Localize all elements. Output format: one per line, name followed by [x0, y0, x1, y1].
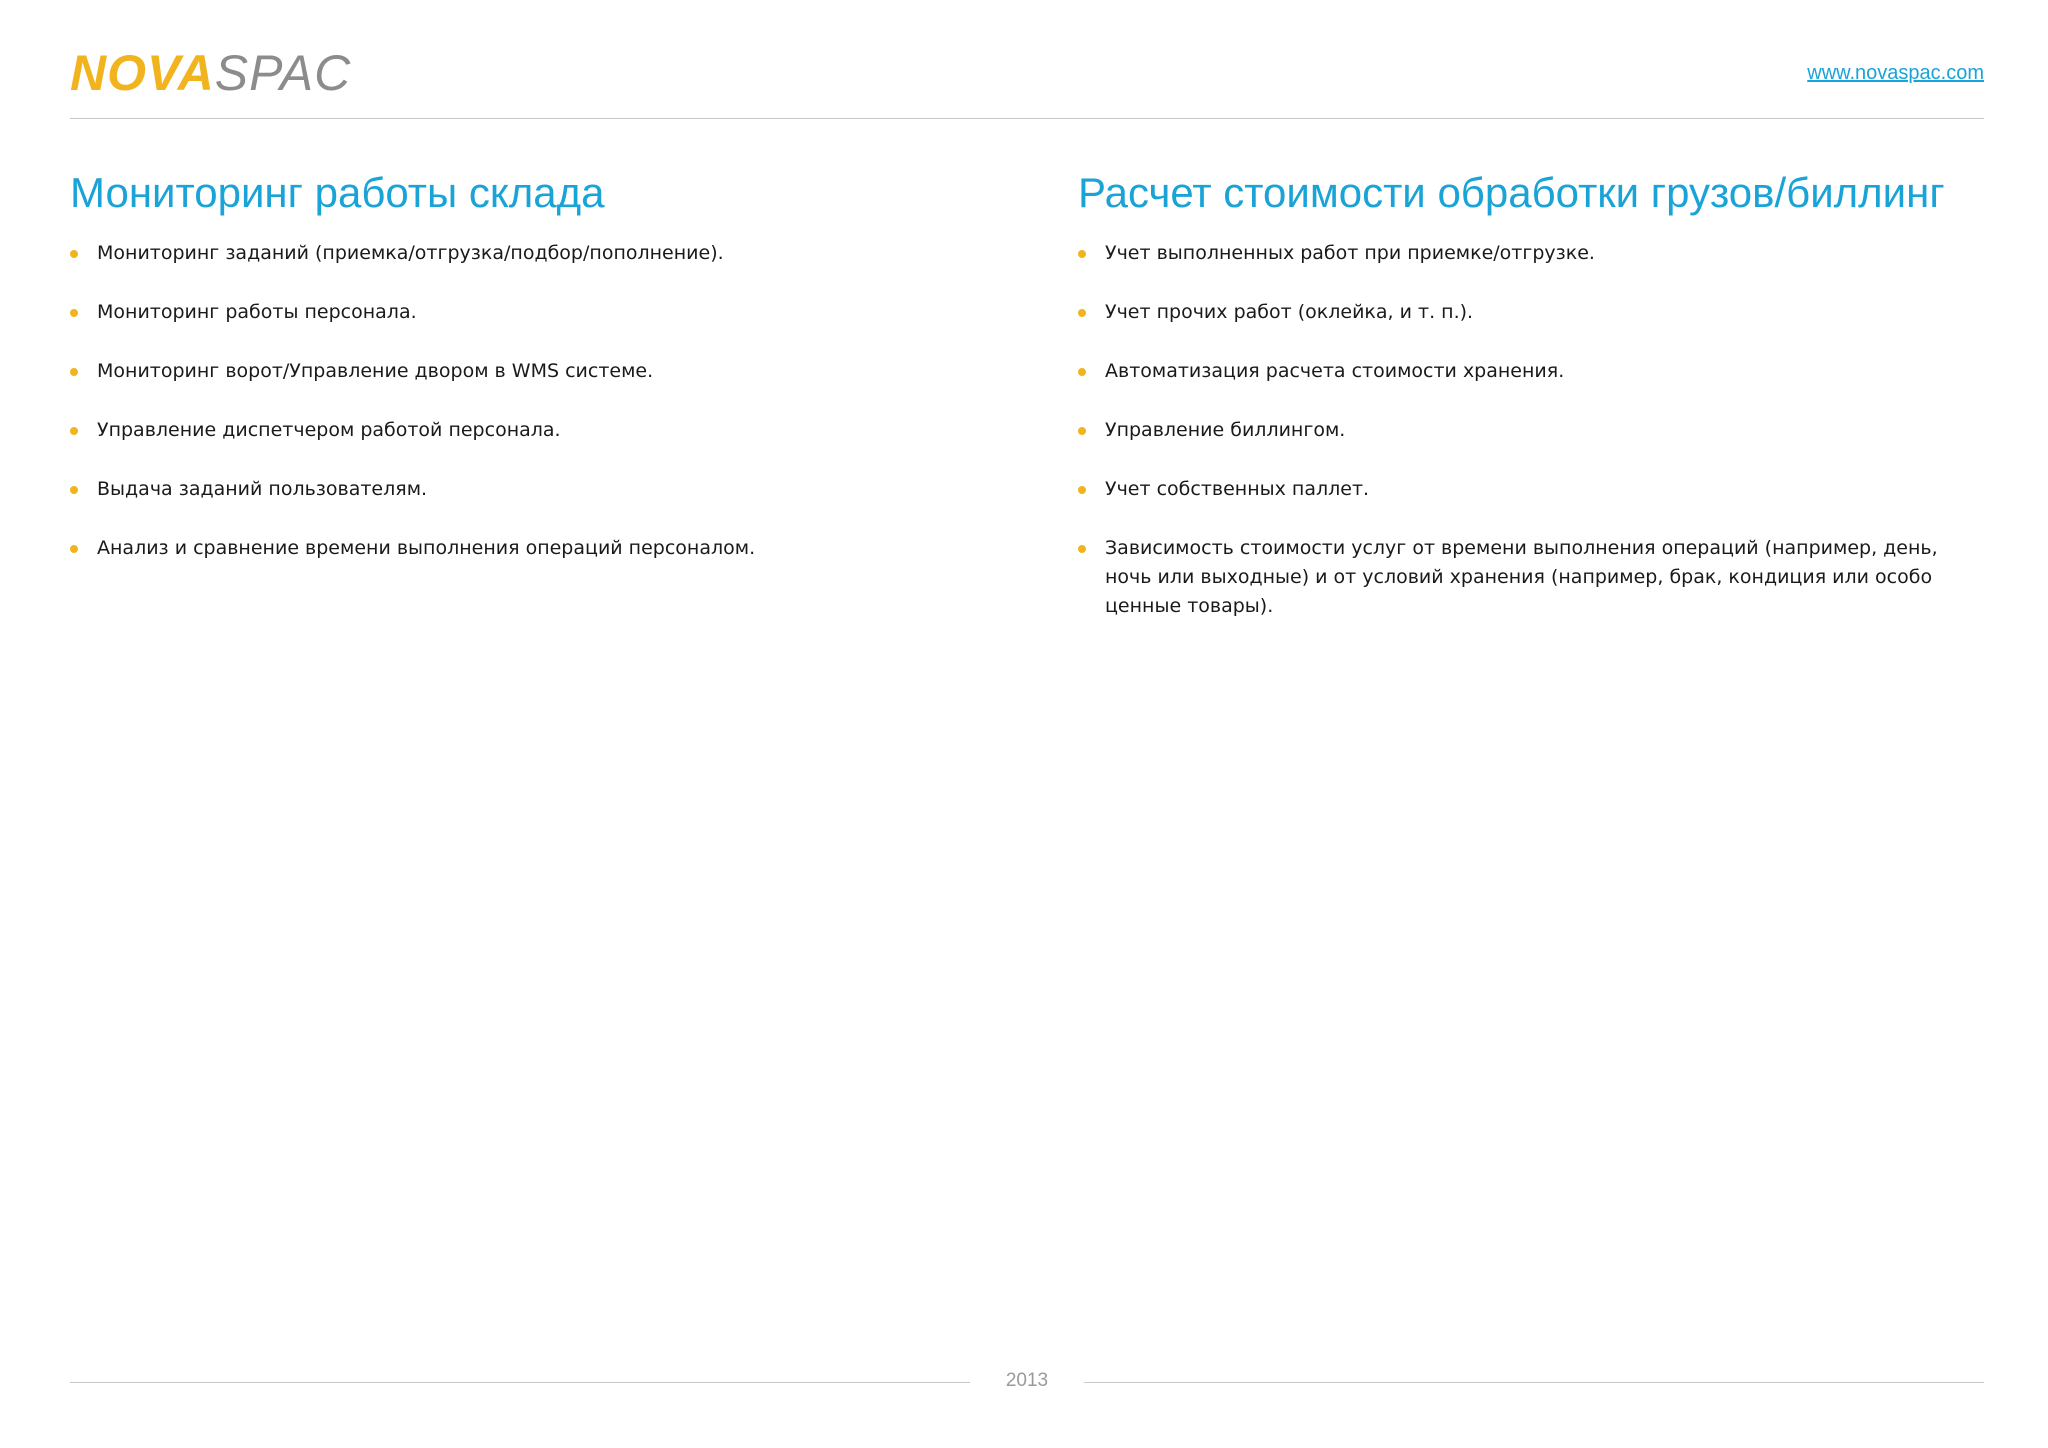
- novaspac-logo: [70, 45, 352, 101]
- website-link[interactable]: www.novaspac.com: [1807, 62, 1984, 84]
- list-item-text: Управление диспетчером работой персонала.: [97, 419, 561, 441]
- list-item: [1078, 534, 1984, 621]
- list-item: [70, 534, 990, 563]
- list-item-text: Управление биллингом.: [1105, 419, 1346, 441]
- list-item: [70, 475, 990, 504]
- page-header: [70, 45, 1984, 118]
- bullet-dot-icon: [70, 486, 78, 494]
- list-item-text: Учет выполненных работ при приемке/отгрузке.: [1105, 242, 1595, 264]
- bullet-dot-icon: [1078, 309, 1086, 317]
- bullet-dot-icon: [70, 368, 78, 376]
- page-footer: [70, 1368, 1984, 1398]
- billing-title: Расчет стоимости обработки грузов/биллинг: [1078, 169, 1945, 216]
- list-item-text: Зависимость стоимости услуг от времени выполнения операций (например, день, ночь или выходные) и от условий хранения (например, брак, кондиция или особо ценные товары).: [1105, 537, 1938, 617]
- bullet-dot-icon: [1078, 545, 1086, 553]
- bullet-dot-icon: [1078, 486, 1086, 494]
- warehouse-monitoring-title: Мониторинг работы склада: [70, 169, 605, 216]
- list-item: [70, 239, 990, 268]
- list-item-text: Мониторинг работы персонала.: [97, 301, 417, 323]
- header-divider: [70, 118, 1984, 119]
- billing-section: [1078, 165, 1984, 651]
- bullet-dot-icon: [70, 545, 78, 553]
- bullet-dot-icon: [70, 250, 78, 258]
- warehouse-monitoring-list: [70, 239, 990, 563]
- list-item-text: Учет прочих работ (оклейка, и т. п.).: [1105, 301, 1474, 323]
- bullet-dot-icon: [70, 427, 78, 435]
- list-item: [1078, 416, 1984, 445]
- list-item-text: Мониторинг заданий (приемка/отгрузка/подбор/пополнение).: [97, 242, 724, 264]
- list-item: [1078, 357, 1984, 386]
- list-item: [1078, 298, 1984, 327]
- list-item: [70, 416, 990, 445]
- footer-divider-right: [1084, 1382, 1984, 1383]
- list-item-text: Выдача заданий пользователям.: [97, 478, 428, 500]
- footer-year: 2013: [1005, 1370, 1049, 1391]
- bullet-dot-icon: [1078, 250, 1086, 258]
- list-item: [1078, 475, 1984, 504]
- list-item-text: Анализ и сравнение времени выполнения операций персоналом.: [97, 537, 756, 559]
- list-item: [70, 357, 990, 386]
- logo-nova-text: NOVA: [70, 45, 215, 101]
- bullet-dot-icon: [1078, 427, 1086, 435]
- warehouse-monitoring-section: [70, 165, 990, 593]
- list-item-text: Учет собственных паллет.: [1105, 478, 1370, 500]
- list-item: [1078, 239, 1984, 268]
- list-item: [70, 298, 990, 327]
- list-item-text: Автоматизация расчета стоимости хранения.: [1105, 360, 1565, 382]
- bullet-dot-icon: [70, 309, 78, 317]
- bullet-dot-icon: [1078, 368, 1086, 376]
- billing-list: [1078, 239, 1984, 621]
- list-item-text: Мониторинг ворот/Управление двором в WMS системе.: [97, 360, 654, 382]
- logo-spac-text: SPAC: [214, 45, 352, 101]
